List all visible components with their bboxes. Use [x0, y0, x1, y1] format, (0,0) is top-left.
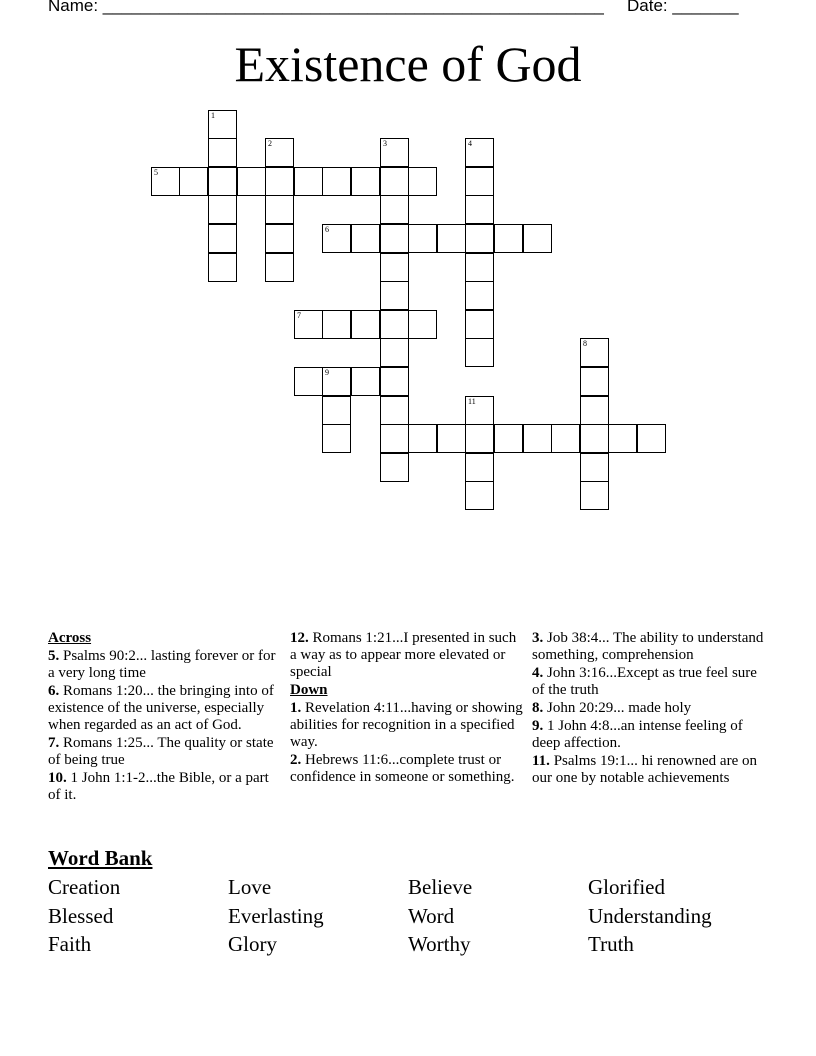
across-clue-10: 10. 1 John 1:1-2...the Bible, or a part of it.	[48, 770, 269, 803]
grid-cell[interactable]	[294, 167, 323, 196]
grid-cell[interactable]	[465, 310, 494, 339]
grid-cell[interactable]	[465, 481, 494, 510]
grid-cell[interactable]	[237, 167, 266, 196]
grid-cell[interactable]	[465, 396, 494, 425]
grid-cell[interactable]	[465, 338, 494, 367]
grid-cell[interactable]	[294, 310, 323, 339]
grid-cell[interactable]	[380, 367, 409, 396]
grid-cell[interactable]	[408, 424, 437, 453]
grid-cell[interactable]	[608, 424, 637, 453]
grid-cell[interactable]	[437, 224, 466, 253]
name-field[interactable]: Name: _____________________________________________________	[48, 0, 604, 15]
cell-number: 3	[383, 139, 387, 148]
grid-cell[interactable]	[465, 167, 494, 196]
grid-cell[interactable]	[265, 224, 294, 253]
cell-number: 1	[211, 111, 215, 120]
clue-column-1	[48, 630, 284, 805]
grid-cell[interactable]	[465, 224, 494, 253]
clue-column-2	[290, 630, 526, 787]
clue-column-3	[532, 630, 768, 788]
across-clue-7: 7. Romans 1:25... The quality or state of being true	[48, 735, 274, 768]
down-clue-3: 3. Job 38:4... The ability to understand something, comprehension	[532, 630, 764, 663]
grid-cell[interactable]	[294, 367, 323, 396]
grid-cell[interactable]	[465, 281, 494, 310]
word-bank-item: Blessed	[48, 904, 114, 928]
down-clue-2: 2. Hebrews 11:6...complete trust or confidence in someone or something.	[290, 752, 515, 785]
down-clue-9: 9. 1 John 4:8...an intense feeling of deep affection.	[532, 718, 743, 751]
page-title: Existence of God	[234, 36, 582, 92]
grid-cell[interactable]	[408, 310, 437, 339]
grid-cell[interactable]	[351, 367, 380, 396]
grid-cell[interactable]	[208, 224, 237, 253]
word-bank-item: Glorified	[588, 875, 665, 899]
grid-cell[interactable]	[322, 396, 351, 425]
grid-cell[interactable]	[380, 195, 409, 224]
grid-cell[interactable]	[151, 167, 180, 196]
grid-cell[interactable]	[437, 424, 466, 453]
cell-number: 9	[325, 368, 329, 377]
word-bank-item: Love	[228, 875, 272, 899]
grid-cell[interactable]	[380, 424, 409, 453]
down-clue-8: 8. John 20:29... made holy	[532, 700, 692, 716]
grid-cell[interactable]	[179, 167, 208, 196]
cell-number: 11	[468, 397, 476, 406]
grid-cell[interactable]	[580, 424, 609, 453]
cell-number: 5	[154, 168, 158, 177]
grid-cell[interactable]	[580, 367, 609, 396]
word-bank-item: Glory	[228, 932, 277, 956]
grid-cell[interactable]	[408, 167, 437, 196]
cell-number: 2	[268, 139, 272, 148]
grid-cell[interactable]	[580, 396, 609, 425]
grid-cell[interactable]	[580, 453, 609, 482]
grid-cell[interactable]	[380, 396, 409, 425]
grid-cell[interactable]	[465, 138, 494, 167]
grid-cell[interactable]	[380, 338, 409, 367]
grid-cell[interactable]	[580, 481, 609, 510]
cell-number: 6	[325, 225, 329, 234]
word-bank-item: Worthy	[408, 932, 471, 956]
word-bank-item: Faith	[48, 932, 92, 956]
grid-cell[interactable]	[380, 167, 409, 196]
across-clue-5: 5. Psalms 90:2... lasting forever or for a very long time	[48, 648, 276, 681]
down-clue-1: 1. Revelation 4:11...having or showing abilities for recognition in a specified way.	[290, 700, 523, 750]
grid-cell[interactable]	[351, 224, 380, 253]
down-clue-11: 11. Psalms 19:1... hi renowned are on our one by notable achievements	[532, 753, 757, 786]
grid-cell[interactable]	[380, 253, 409, 282]
grid-cell[interactable]	[523, 424, 552, 453]
grid-cell[interactable]	[465, 195, 494, 224]
grid-cell[interactable]	[380, 281, 409, 310]
grid-cell[interactable]	[494, 224, 523, 253]
across-clue-12: 12. Romans 1:21...I presented in such a way as to appear more elevated or special	[290, 630, 517, 680]
grid-cell[interactable]	[322, 367, 351, 396]
across-clue-6: 6. Romans 1:20... the bringing into of existence of the universe, especially when regarded as an act of God.	[48, 683, 274, 733]
across-heading: Across	[48, 630, 92, 646]
cell-number: 7	[297, 311, 301, 320]
cell-number: 8	[583, 339, 587, 348]
down-clue-4: 4. John 3:16...Except as true feel sure of the truth	[532, 665, 757, 698]
word-bank-item: Everlasting	[228, 904, 324, 928]
grid-cell[interactable]	[208, 167, 237, 196]
grid-cell[interactable]	[380, 453, 409, 482]
grid-cell[interactable]	[322, 224, 351, 253]
grid-cell[interactable]	[637, 424, 666, 453]
grid-cell[interactable]	[494, 424, 523, 453]
date-field[interactable]: Date: _______	[627, 0, 739, 15]
grid-cell[interactable]	[580, 338, 609, 367]
grid-cell[interactable]	[322, 167, 351, 196]
grid-cell[interactable]	[523, 224, 552, 253]
cell-number: 4	[468, 139, 472, 148]
word-bank-item: Creation	[48, 875, 121, 899]
grid-cell[interactable]	[465, 253, 494, 282]
word-bank-title: Word Bank	[48, 846, 153, 870]
word-bank-item: Understanding	[588, 904, 712, 928]
grid-cell[interactable]	[322, 424, 351, 453]
word-bank-item: Truth	[588, 932, 634, 956]
grid-cell[interactable]	[351, 310, 380, 339]
grid-cell[interactable]	[351, 167, 380, 196]
grid-cell[interactable]	[380, 224, 409, 253]
down-heading: Down	[290, 682, 328, 698]
grid-cell[interactable]	[465, 453, 494, 482]
grid-cell[interactable]	[322, 310, 351, 339]
grid-cell[interactable]	[208, 195, 237, 224]
grid-cell[interactable]	[380, 138, 409, 167]
grid-cell[interactable]	[265, 253, 294, 282]
grid-cell[interactable]	[551, 424, 580, 453]
grid-cell[interactable]	[408, 224, 437, 253]
word-bank-item: Word	[408, 904, 455, 928]
grid-cell[interactable]	[380, 310, 409, 339]
grid-cell[interactable]	[265, 138, 294, 167]
grid-cell[interactable]	[208, 253, 237, 282]
grid-cell[interactable]	[265, 195, 294, 224]
grid-cell[interactable]	[208, 138, 237, 167]
grid-cell[interactable]	[265, 167, 294, 196]
grid-cell[interactable]	[465, 424, 494, 453]
grid-cell[interactable]	[208, 110, 237, 139]
word-bank-item: Believe	[408, 875, 473, 899]
